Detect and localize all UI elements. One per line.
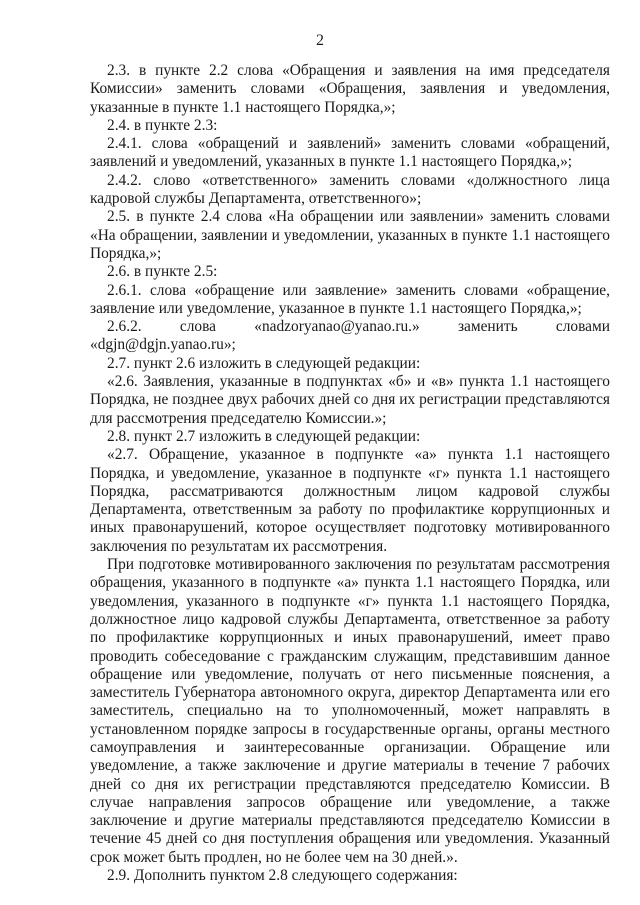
paragraph-2-6-2: 2.6.2. слова «nadzoryanao@yanao.ru.» заменить словами «dgjn@dgjn.yanao.ru»; bbox=[90, 318, 610, 354]
page-number: 2 bbox=[316, 32, 324, 49]
paragraph-2-7: 2.7. пункт 2.6 изложить в следующей редакции: bbox=[107, 354, 421, 372]
paragraph-2-9: 2.9. Дополнить пунктом 2.8 следующего содержания: bbox=[107, 867, 458, 885]
paragraph-2-4: 2.4. в пункте 2.3: bbox=[107, 116, 218, 134]
paragraph-2-4-1: 2.4.1. слова «обращений и заявлений» заменить словами «обращений, заявлений и уведомлений, указанных в пункте 1.1 настоящего Порядка,»; bbox=[90, 135, 610, 171]
paragraph-2-6: 2.6. в пункте 2.5: bbox=[107, 263, 218, 281]
paragraph-2-5: 2.5. в пункте 2.4 слова «На обращении или заявлении» заменить словами «На обращении, заявлении и уведомлении, указанных в пункте 1.1 настоящего Порядка,»; bbox=[90, 208, 610, 262]
paragraph-2-6-1: 2.6.1. слова «обращение или заявление» заменить словами «обращение, заявление или уведомление, указанное в пункте 1.1 настоящего Порядка,»; bbox=[90, 281, 610, 317]
document-body bbox=[90, 62, 610, 885]
paragraph-new-2-7-continued: При подготовке мотивированного заключения по результатам рассмотрения обращения, указанного в подпункте «а» пункта 1.1 настоящего Порядка, или уведомления, указанного в подпункте «г» пункта 1.1 настоящего Порядка, должностное лицо кадровой службы Департамента, ответственное за работу по профилактике коррупционных и иных правонарушений, имеет право проводить собеседование с гражданским служащим, представившим данное обращение или уведомление, получать от него письменные пояснения, а заместитель Губернатора автономного округа, директор Департамента или его заместитель, специально на то уполномоченный, может направлять в установленном порядке запросы в государственные органы, органы местного самоуправления и заинтересованные организации. Обращение или уведомление, а также заключение и другие материалы в течение 7 рабочих дней со дня их регистрации представляются председателю Комиссии. В случае направления запросов обращение или уведомление, а также заключение и другие материалы представляются председателю Комиссии в течение 45 дней со дня поступления обращения или уведомления. Указанный срок может быть продлен, но не более чем на 30 дней.». bbox=[90, 556, 610, 866]
paragraph-new-2-6: «2.6. Заявления, указанные в подпунктах «б» и «в» пункта 1.1 настоящего Порядка, не позднее двух рабочих дней со дня их регистрации представляются для рассмотрения председателю Комиссии.»; bbox=[90, 373, 610, 427]
paragraph-2-8: 2.8. пункт 2.7 изложить в следующей редакции: bbox=[107, 427, 421, 445]
paragraph-new-2-7: «2.7. Обращение, указанное в подпункте «а» пункта 1.1 настоящего Порядка, и уведомление, указанное в подпункте «г» пункта 1.1 настоящего Порядка, рассматриваются должностным лицом кадровой службы Департамента, ответственным за работу по профилактике коррупционных и иных правонарушений, которое осуществляет подготовку мотивированного заключения по результатам их рассмотрения. bbox=[90, 446, 610, 555]
paragraph-2-4-2: 2.4.2. слово «ответственного» заменить словами «должностного лица кадровой службы Департамента, ответственного»; bbox=[90, 171, 610, 208]
paragraph-2-3: 2.3. в пункте 2.2 слова «Обращения и заявления на имя председателя Комиссии» заменить словами «Обращения, заявления и уведомления, указанные в пункте 1.1 настоящего Порядка,»; bbox=[90, 62, 610, 116]
